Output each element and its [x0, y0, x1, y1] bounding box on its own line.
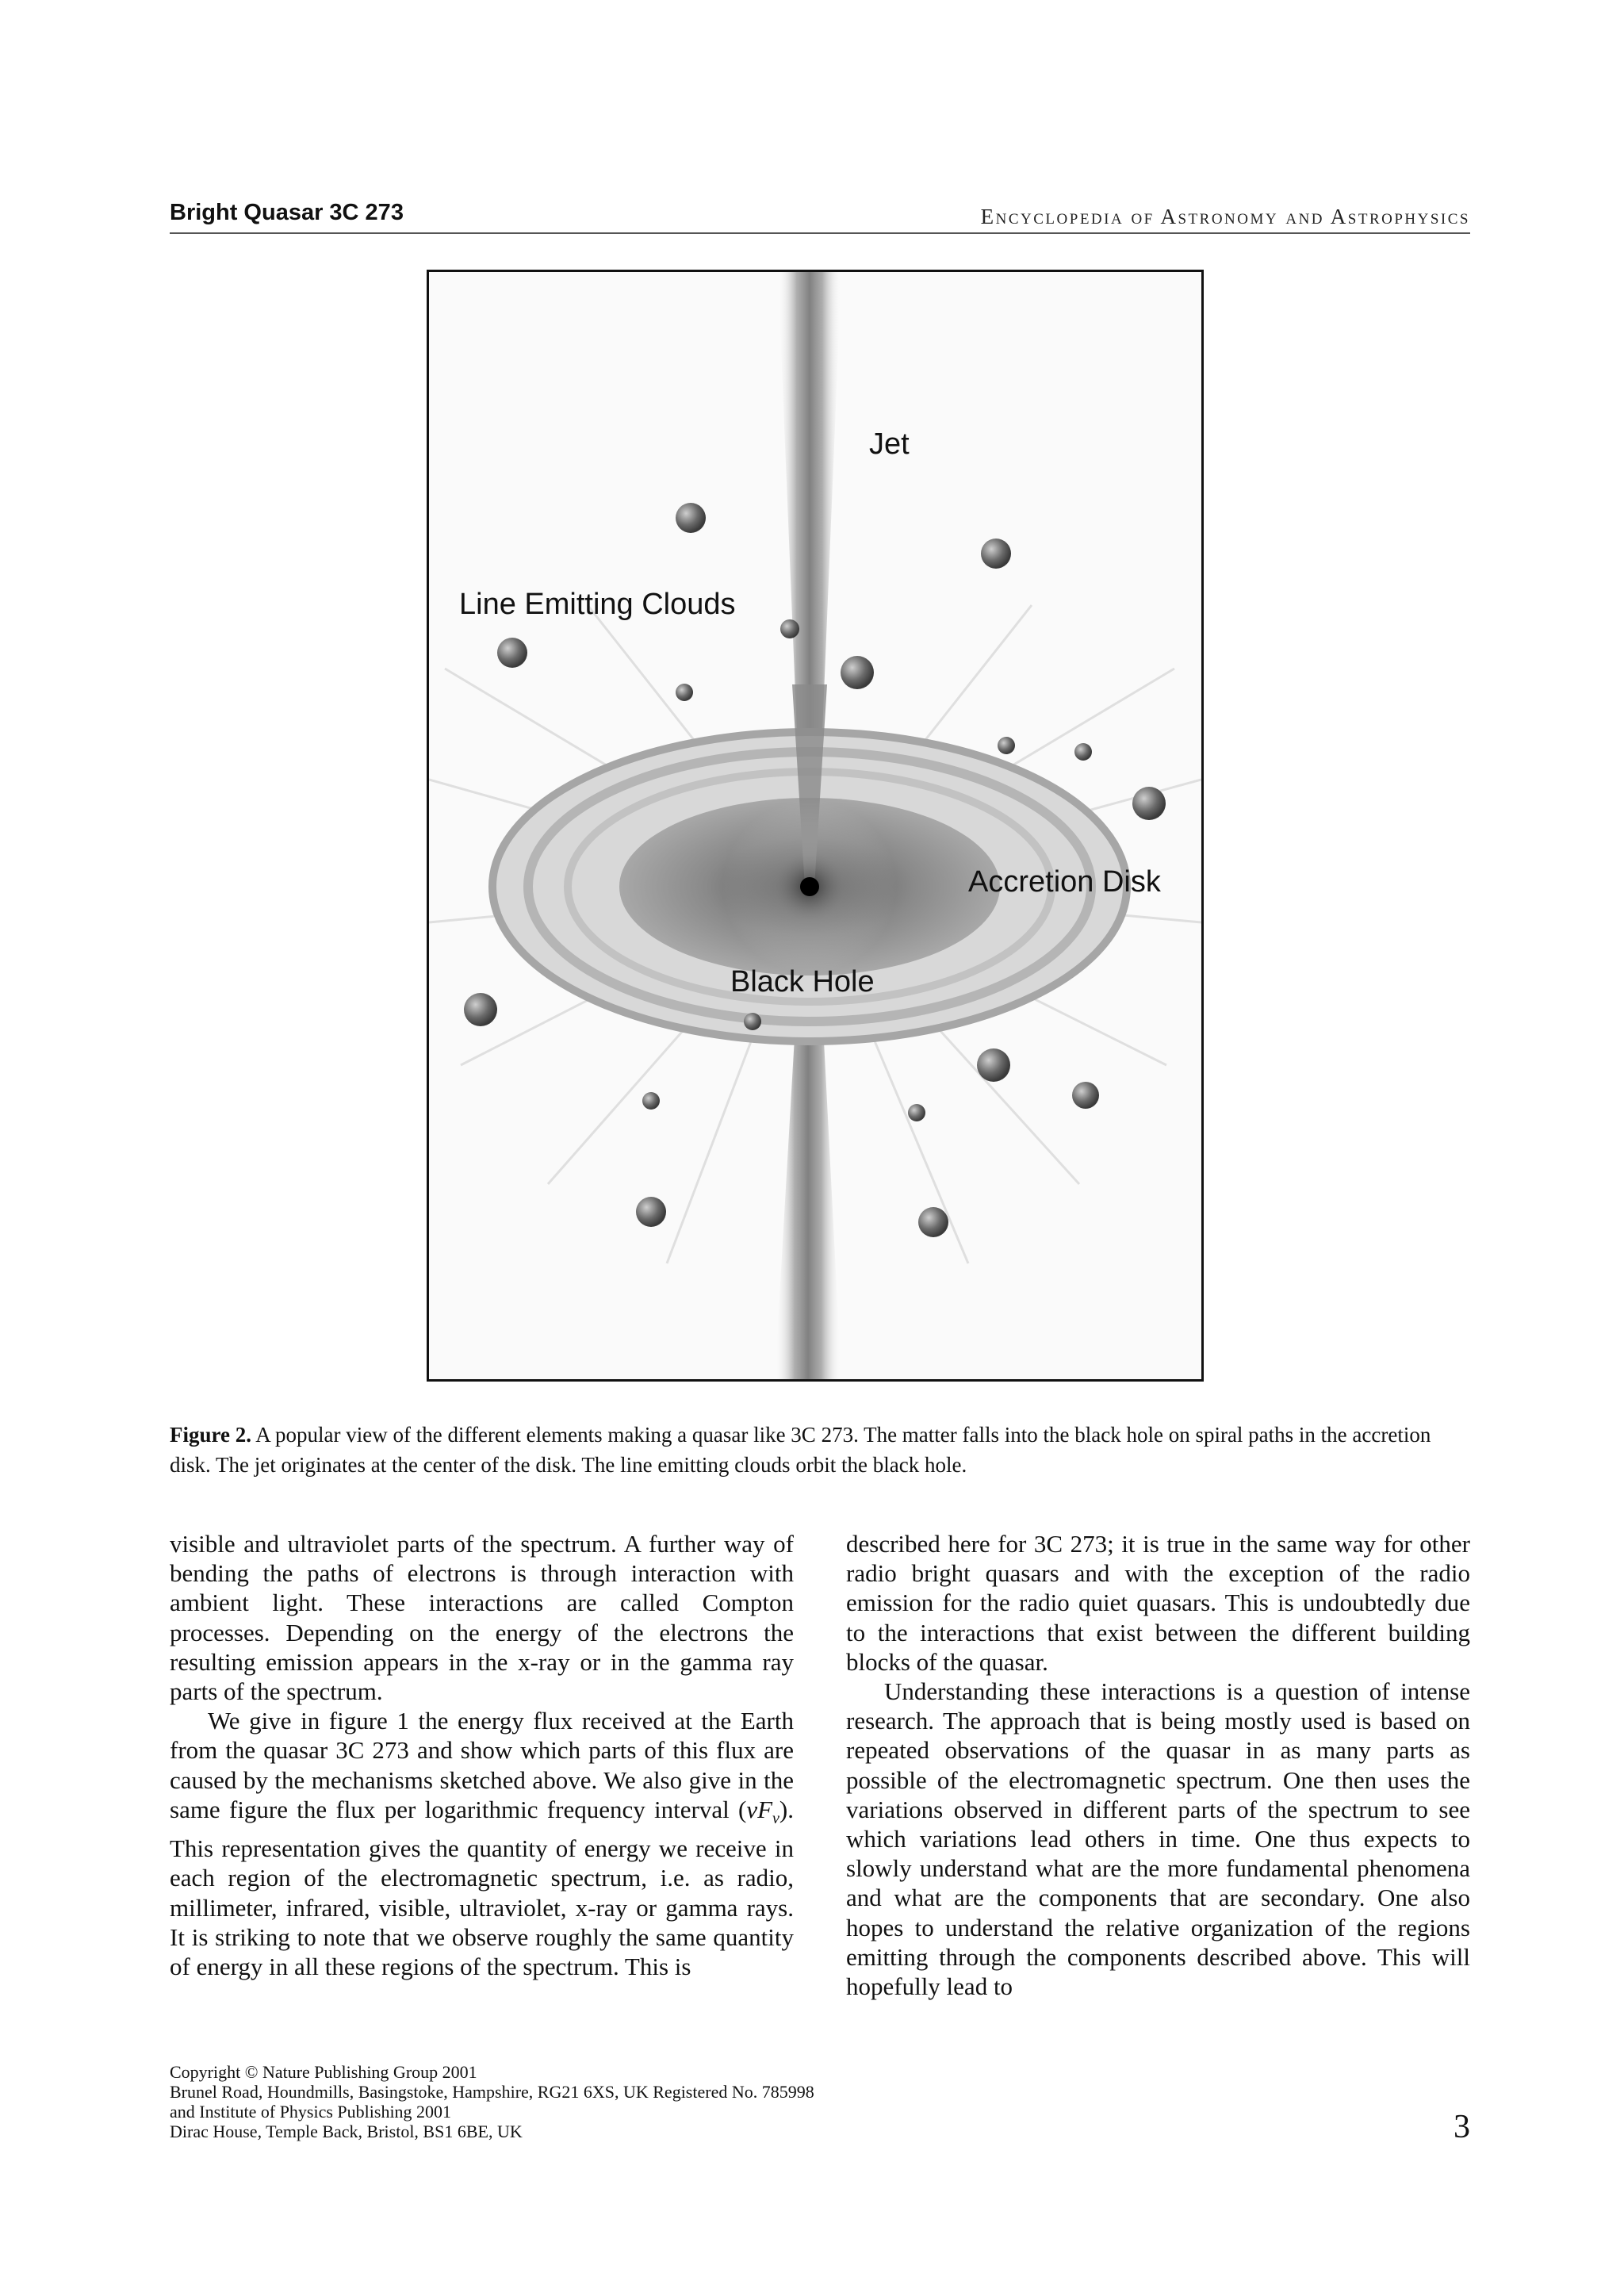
- label-accretion-disk: Accretion Disk: [968, 865, 1161, 899]
- quasar-figure: [427, 270, 1204, 1382]
- figure-number: Figure 2.: [170, 1423, 251, 1447]
- cloud: [918, 1207, 948, 1237]
- cloud: [676, 684, 693, 701]
- running-head-title: Bright Quasar 3C 273: [170, 200, 404, 225]
- cloud: [464, 993, 497, 1026]
- footer-line-4: Dirac House, Temple Back, Bristol, BS1 6BE, UK: [170, 2122, 523, 2141]
- label-jet: Jet: [869, 427, 910, 461]
- left-column: [170, 1529, 794, 1981]
- left-paragraph-1: visible and ultraviolet parts of the spectrum. A further way of bending the paths of electrons is through interaction with ambient light. These interactions are called Compton processes. Depending on the energy of the electrons the resulting emission appears in the x-ray or in the gamma ray parts of the spectrum.: [170, 1530, 794, 1706]
- page-number: 3: [1454, 2109, 1470, 2145]
- cloud: [1074, 743, 1092, 761]
- cloud: [998, 737, 1015, 754]
- left-paragraph-2-part-a: We give in figure 1 the energy flux received at the Earth from the quasar 3C 273 and show which parts of this flux are caused by the mechanisms sketched above. We also give in the same figure the flux per logarithmic frequency interval (: [170, 1707, 794, 1823]
- right-column: [846, 1529, 1470, 2001]
- label-line-emitting-clouds: Line Emitting Clouds: [459, 588, 736, 621]
- header-rule: [170, 232, 1470, 234]
- cloud: [1072, 1082, 1099, 1109]
- copyright-footer: [170, 2062, 1201, 2141]
- cloud: [636, 1197, 666, 1227]
- math-nu-subscript: ν: [772, 1810, 779, 1828]
- cloud: [744, 1013, 761, 1030]
- math-nu-f: νF: [746, 1795, 773, 1823]
- cloud: [841, 656, 874, 689]
- figure-caption: [170, 1420, 1470, 1480]
- cloud: [908, 1104, 925, 1121]
- right-paragraph-2: Understanding these interactions is a question of intense research. The approach that is being mostly used is based on repeated observations of the quasar in as many parts as possible of the electromagnetic spectrum. One then uses the variations observed in different parts of the spectrum to see which variations lead others in time. One thus expects to slowly understand what are the more fundamental phenomena and what are the components that are secondary. One also hopes to understand the relative organization of the regions emitting through the components described above. This will hopefully lead to: [846, 1677, 1470, 2001]
- footer-line-1: Copyright © Nature Publishing Group 2001: [170, 2062, 477, 2082]
- cloud: [977, 1048, 1010, 1082]
- footer-line-3: and Institute of Physics Publishing 2001: [170, 2102, 452, 2122]
- cloud: [676, 503, 706, 533]
- left-paragraph-2: [170, 1706, 794, 1981]
- left-paragraph-2-part-b: ). This representation gives the quantity of energy we receive in each region of the electromagnetic spectrum, i.e. as radio, millimeter, infrared, visible, ultraviolet, x-ray or gamma rays. It is striking to note that we observe roughly the same quantity of energy in all these regions of the spectrum. This is: [170, 1795, 794, 1981]
- running-head-journal: Encyclopedia of Astronomy and Astrophysics: [980, 205, 1470, 228]
- cloud: [981, 539, 1011, 569]
- footer-line-2: Brunel Road, Houndmills, Basingstoke, Hampshire, RG21 6XS, UK Registered No. 785998: [170, 2082, 814, 2102]
- cloud: [497, 638, 527, 668]
- cloud: [780, 619, 799, 638]
- right-paragraph-1: described here for 3C 273; it is true in the same way for other radio bright quasars and with the exception of the radio emission for the radio quiet quasars. This is undoubtedly due to the interactions that exist between the different building blocks of the quasar.: [846, 1530, 1470, 1676]
- cloud: [642, 1092, 660, 1110]
- quasar-illustration: [429, 272, 1201, 1379]
- black-hole: [800, 877, 819, 896]
- figure-caption-text: A popular view of the different elements making a quasar like 3C 273. The matter falls into the black hole on spiral paths in the accretion disk. The jet originates at the center of the disk. The line emitting clouds orbit the black hole.: [170, 1423, 1431, 1477]
- cloud: [1132, 787, 1166, 820]
- label-black-hole: Black Hole: [730, 965, 875, 999]
